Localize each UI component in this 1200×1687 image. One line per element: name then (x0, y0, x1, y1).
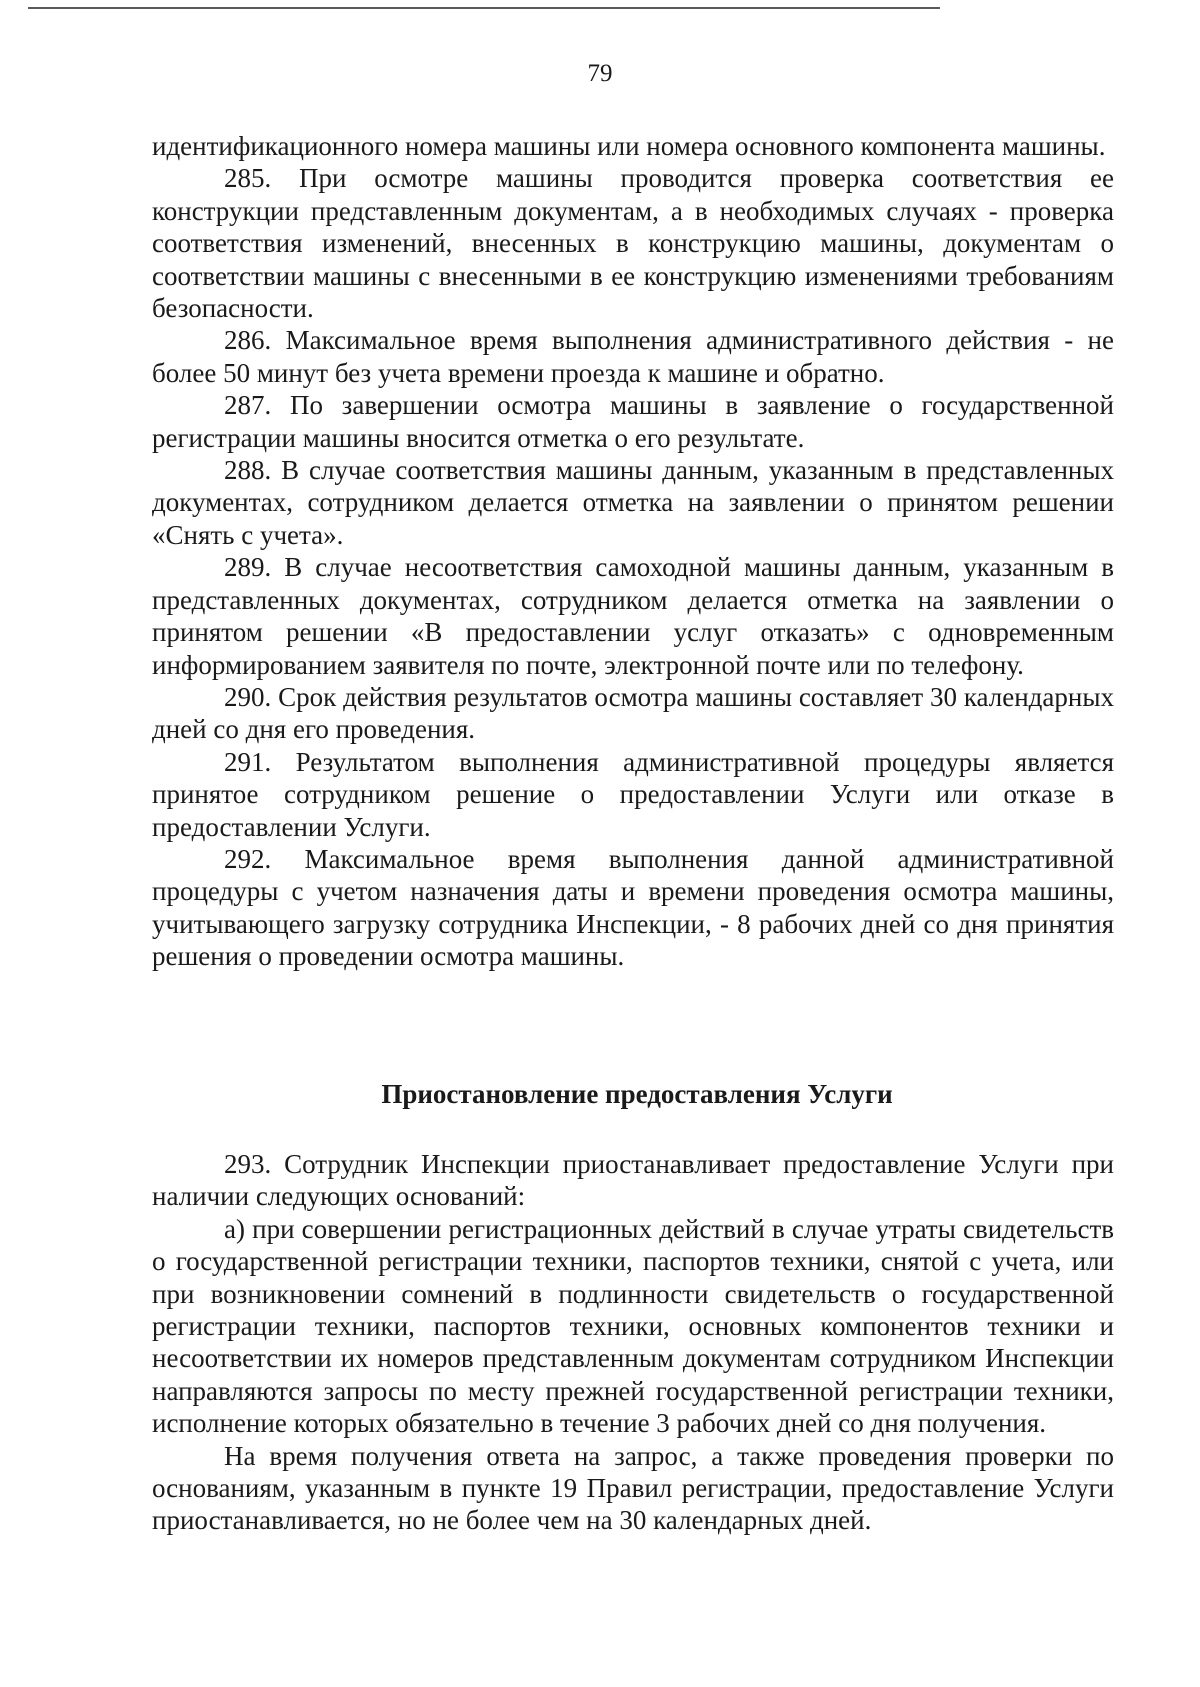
paragraph-293: 293. Сотрудник Инспекции приостанавливает предоставление Услуги при наличии следующих оснований: (152, 1149, 1114, 1212)
paragraph-290: 290. Срок действия результатов осмотра машины составляет 30 календарных дней со дня его проведения. (152, 681, 1114, 745)
paragraph-285: 285. При осмотре машины проводится проверка соответствия ее конструкции представленным документам, а в необходимых случаях - проверка соответствия изменений, внесенных в конструкцию машины, документам о соответствии машины с внесенными в ее конструкцию изменениями требованиям безопасности. (152, 163, 1114, 324)
paragraph-289: 289. В случае несоответствия самоходной машины данным, указанным в представленных документах, сотрудником делается отметка на заявлении о принятом решении «В предоставлении услуг отказать» с одновременным информированием заявителя по почте, электронной почте или по телефону. (152, 552, 1114, 680)
paragraph-293-a: а) при совершении регистрационных действий в случае утраты свидетельств о государственной регистрации техники, паспортов техники, снятой с учета, или при возникновении сомнений в подлинности свидетельств о государственной регистрации техники, паспортов техники, основных компонентов техники и несоответствии их номеров представленным документам сотрудником Инспекции направляются запросы по месту прежней государственной регистрации техники, исполнение которых обязательно в течение 3 рабочих дней со дня получения. (152, 1213, 1114, 1439)
paragraph-286: 286. Максимальное время выполнения административного действия - не более 50 минут без учета времени проезда к машине и обратно. (152, 325, 1114, 388)
paragraph-suspension-period: На время получения ответа на запрос, а также проведения проверки по основаниям, указанным в пункте 19 Правил регистрации, предоставление Услуги приостанавливается, но не более чем на 30 календарных дней. (152, 1440, 1114, 1536)
top-border-line (28, 7, 940, 9)
paragraph-292: 292. Максимальное время выполнения данной административной процедуры с учетом назначения даты и времени проведения осмотра машины, учитывающего загрузку сотрудника Инспекции, - 8 рабочих дней со дня принятия решения о проведении осмотра машины. (152, 843, 1114, 972)
body-text-top (152, 130, 1114, 973)
paragraph-288: 288. В случае соответствия машины данным, указанным в представленных документах, сотрудником делается отметка на заявлении о принятом решении «Снять с учета». (152, 455, 1114, 550)
page-number: 79 (587, 60, 613, 87)
paragraph-287: 287. По завершении осмотра машины в заявление о государственной регистрации машины вносится отметка о его результате. (152, 390, 1114, 453)
section-heading: Приостановление предоставления Услуги (381, 1079, 893, 1109)
paragraph-291: 291. Результатом выполнения административной процедуры является принятое сотрудником решение о предоставлении Услуги или отказе в предоставлении Услуги. (152, 746, 1114, 842)
paragraph-continuation: идентификационного номера машины или номера основного компонента машины. (152, 131, 1106, 161)
body-text-section (152, 1148, 1114, 1537)
